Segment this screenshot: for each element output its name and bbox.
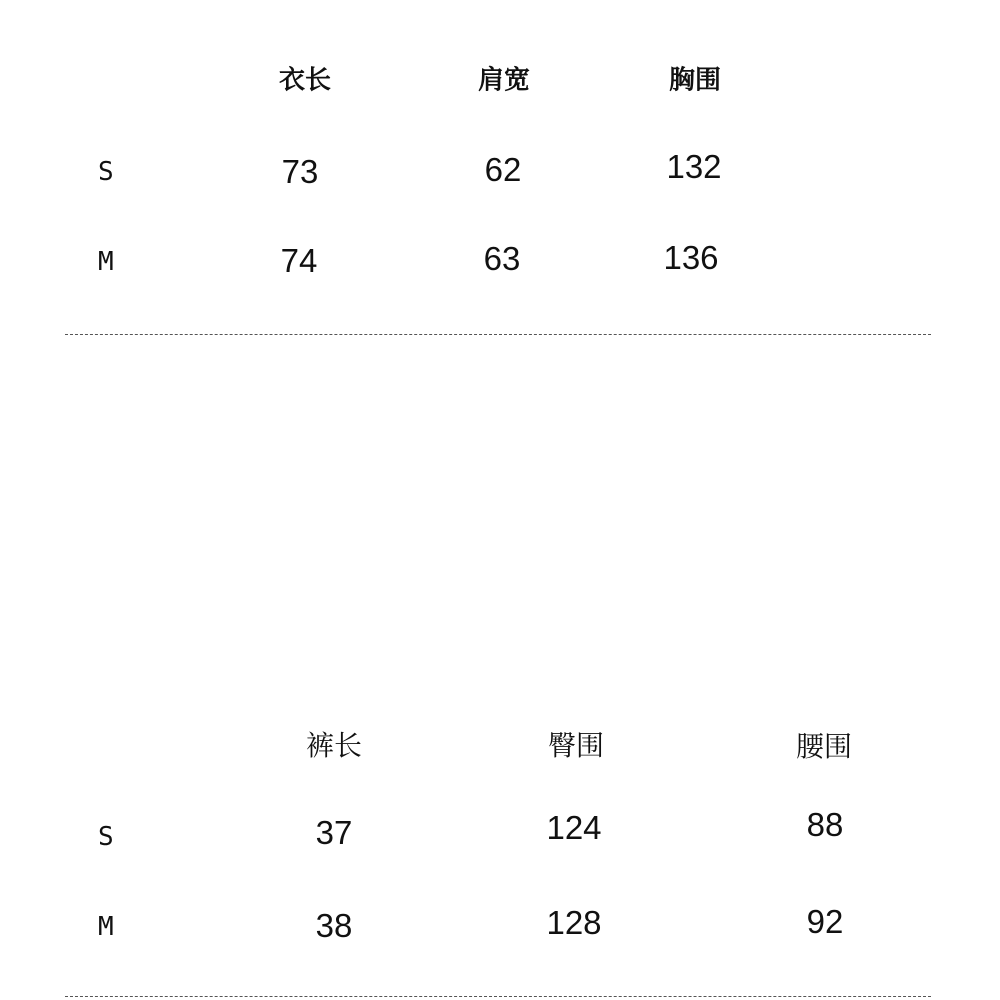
value-chest-m: 136 [663,239,719,276]
value-chest-s: 132 [666,148,722,185]
value-shoulder-width-m: 63 [483,240,521,277]
value-waist-m: 92 [806,903,844,940]
size-label-s: S [98,157,114,187]
section-divider [65,334,931,335]
header-garment-length: 衣长 [278,65,332,96]
value-pants-length-s: 37 [315,814,353,851]
value-shoulder-width-s: 62 [484,151,522,188]
header-hip: 臀围 [547,729,605,762]
header-chest: 胸围 [668,65,722,96]
size-label-s: S [98,822,114,852]
size-label-m: M [98,912,114,942]
value-garment-length-m: 74 [280,242,318,279]
value-garment-length-s: 73 [281,153,319,190]
value-pants-length-m: 38 [315,907,353,944]
size-label-m: M [98,247,114,277]
value-waist-s: 88 [806,806,844,843]
value-hip-s: 124 [546,809,602,846]
bottom-divider [65,996,931,997]
header-pants-length: 裤长 [305,729,363,762]
header-shoulder-width: 肩宽 [477,65,531,96]
value-hip-m: 128 [546,904,602,941]
header-waist: 腰围 [795,730,853,763]
